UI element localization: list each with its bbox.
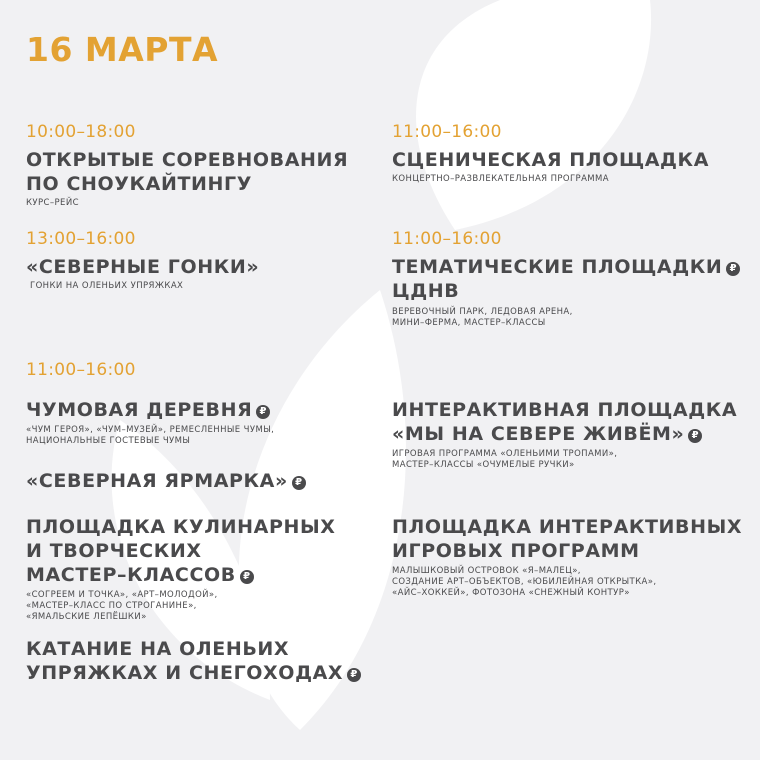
event-culinary: [26, 515, 336, 623]
event-thematic-areas: [392, 229, 740, 329]
event-subtitle: [26, 425, 274, 447]
event-title: [392, 255, 740, 303]
event-title: [26, 515, 336, 587]
event-title: [392, 148, 709, 172]
event-title-text: УПРЯЖКАХ И СНЕГОХОДАХ: [26, 662, 344, 684]
event-subtitle-line: НАЦИОНАЛЬНЫЕ ГОСТЕВЫЕ ЧУМЫ: [26, 436, 191, 446]
event-title-text: ТЕМАТИЧЕСКИЕ ПЛОЩАДКИ: [392, 256, 723, 278]
event-subtitle-line: «АЙС–ХОККЕЙ», ФОТОЗОНА «СНЕЖНЫЙ КОНТУР»: [392, 588, 630, 598]
event-title-line: [26, 469, 306, 493]
event-title-line: [26, 563, 336, 587]
event-time: 13:00–16:00: [26, 229, 136, 249]
event-subtitle-line: «МАСТЕР–КЛАСС ПО СТРОГАНИНЕ»,: [26, 601, 197, 611]
event-title-text: МАСТЕР–КЛАССОВ: [26, 564, 236, 586]
common-time: 11:00–16:00: [26, 360, 136, 380]
ruble-icon: ₽: [256, 405, 270, 419]
event-title-line: ЦДНВ: [392, 280, 460, 302]
event-time: 11:00–16:00: [392, 229, 502, 249]
event-games: [392, 515, 742, 599]
event-snowkiting: [26, 122, 348, 209]
event-title-line: ИНТЕРАКТИВНАЯ ПЛОЩАДКА: [392, 399, 738, 421]
event-title-line: [392, 422, 737, 446]
event-subtitle-line: СОЗДАНИЕ АРТ–ОБЪЕКТОВ, «ЮБИЛЕЙНАЯ ОТКРЫТКА»,: [392, 577, 657, 587]
event-subtitle-line: МИНИ–ФЕРМА, МАСТЕР–КЛАССЫ: [392, 318, 546, 328]
page-title-date: 16 МАРТА: [26, 30, 219, 69]
event-subtitle-line: ВЕРЕВОЧНЫЙ ПАРК, ЛЕДОВАЯ АРЕНА,: [392, 307, 573, 317]
event-title-line: «СЕВЕРНЫЕ ГОНКИ»: [26, 256, 260, 278]
event-title-line: ПО СНОУКАЙТИНГУ: [26, 173, 252, 195]
event-title-line: ПЛОЩАДКА КУЛИНАРНЫХ: [26, 516, 336, 538]
ruble-icon: ₽: [240, 570, 254, 584]
ruble-icon: ₽: [726, 262, 740, 276]
event-title-line: ОТКРЫТЫЕ СОРЕВНОВАНИЯ: [26, 149, 349, 171]
event-subtitle-line: «ЧУМ ГЕРОЯ», «ЧУМ–МУЗЕЙ», РЕМЕСЛЕННЫЕ ЧУМЫ,: [26, 425, 275, 435]
event-subtitle: [30, 281, 259, 292]
event-subtitle: [392, 307, 740, 329]
event-time: 11:00–16:00: [392, 122, 502, 142]
event-subtitle-line: «ЯМАЛЬСКИЕ ЛЕПЁШКИ»: [26, 612, 147, 622]
event-fair: [26, 469, 306, 493]
event-subtitle-line: «СОГРЕЕМ И ТОЧКА», «АРТ–МОЛОДОЙ»,: [26, 590, 218, 600]
event-title-line: ПЛОЩАДКА ИНТЕРАКТИВНЫХ: [392, 516, 743, 538]
event-title: [26, 398, 274, 422]
ruble-icon: ₽: [347, 668, 361, 682]
event-subtitle: [392, 566, 742, 599]
event-title: [26, 469, 306, 493]
event-title-text: «МЫ НА СЕВЕРЕ ЖИВЁМ»: [392, 423, 685, 445]
ruble-icon: ₽: [688, 429, 702, 443]
event-title: [392, 515, 742, 563]
event-interactive: [392, 398, 737, 471]
event-title-line: [392, 255, 740, 279]
event-subtitle: [26, 590, 336, 623]
event-northern-races: [26, 229, 259, 292]
event-title: [392, 398, 737, 446]
event-subtitle-line: КУРС–РЕЙС: [26, 198, 79, 208]
event-title: [26, 148, 348, 196]
event-title-line: [26, 398, 274, 422]
event-title-text: «СЕВЕРНАЯ ЯРМАРКА»: [26, 470, 288, 492]
event-rides: [26, 637, 361, 685]
event-title-line: КАТАНИЕ НА ОЛЕНЬИХ: [26, 638, 290, 660]
event-title-line: ИГРОВЫХ ПРОГРАММ: [392, 540, 640, 562]
event-subtitle-line: МАСТЕР–КЛАССЫ «ОЧУМЕЛЫЕ РУЧКИ»: [392, 460, 575, 470]
event-title-line: [26, 661, 361, 685]
event-title-line: И ТВОРЧЕСКИХ: [26, 540, 202, 562]
ruble-icon: ₽: [292, 476, 306, 490]
event-title-line: СЦЕНИЧЕСКАЯ ПЛОЩАДКА: [392, 149, 709, 171]
event-subtitle-line: МАЛЫШКОВЫЙ ОСТРОВОК «Я–МАЛЕЦ»,: [392, 566, 581, 576]
event-village: [26, 398, 274, 447]
event-title-text: ЧУМОВАЯ ДЕРЕВНЯ: [26, 399, 253, 421]
event-subtitle: [26, 198, 348, 209]
event-title: [26, 255, 259, 279]
event-subtitle-line: ИГРОВАЯ ПРОГРАММА «ОЛЕНЬИМИ ТРОПАМИ»,: [392, 449, 618, 459]
event-subtitle-line: ГОНКИ НА ОЛЕНЬИХ УПРЯЖКАХ: [30, 281, 184, 291]
event-subtitle-line: КОНЦЕРТНО–РАЗВЛЕКАТЕЛЬНАЯ ПРОГРАММА: [392, 174, 609, 184]
event-subtitle: [392, 174, 709, 185]
event-subtitle: [392, 449, 737, 471]
event-title: [26, 637, 361, 685]
event-time: 10:00–18:00: [26, 122, 136, 142]
event-stage: [392, 122, 709, 185]
